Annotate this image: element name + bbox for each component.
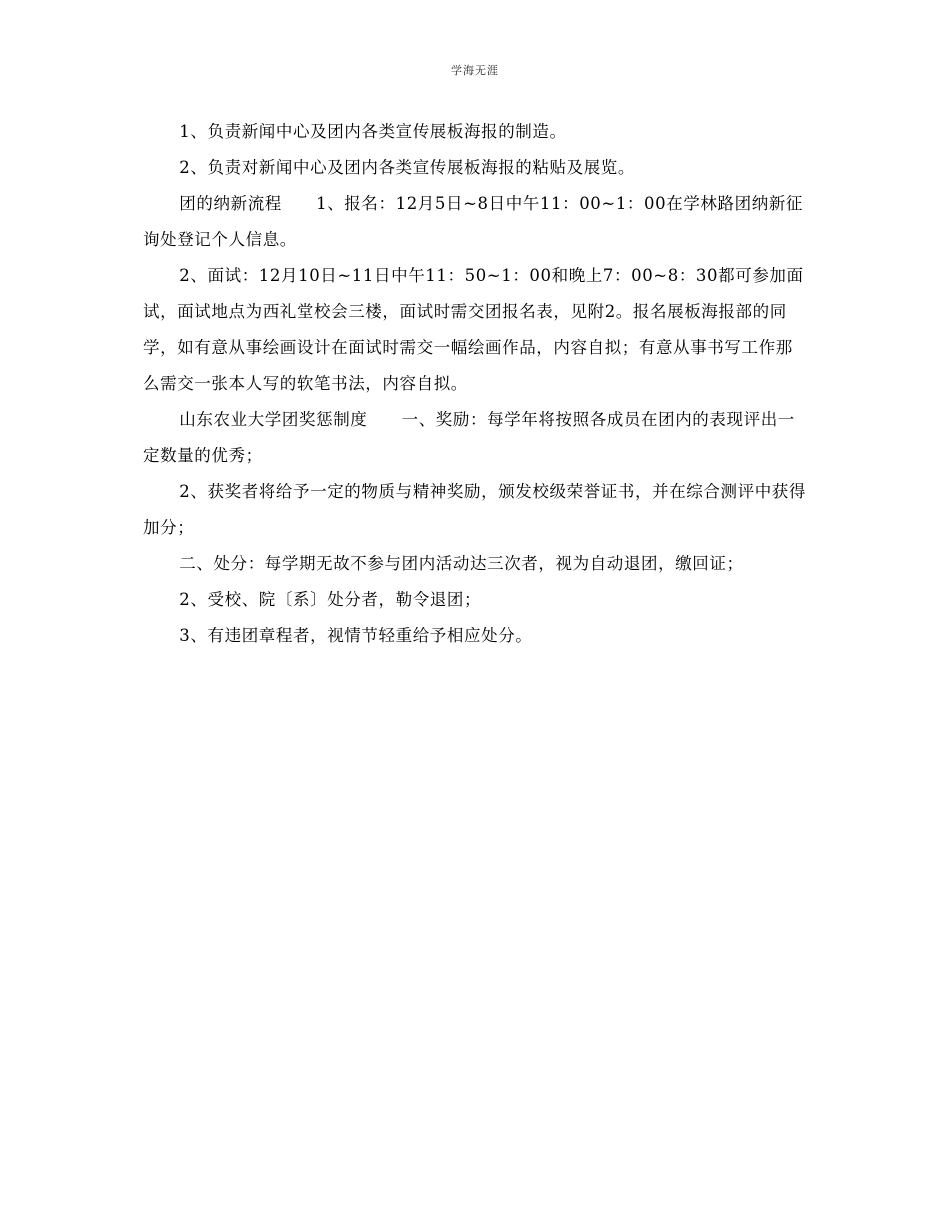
paragraph: 3、有违团章程者，视情节轻重给予相应处分。 — [179, 626, 533, 645]
paragraph: 2、获奖者将给予一定的物质与精神奖励，颁发校级荣誉证书，并在综合测评中获得加分； — [143, 482, 806, 537]
paragraph: 2、面试：12月10日~11日中午11：50~1：00和晚上7：00~8：30都可参加面试，面试地点为西礼堂校会三楼，面试时需交团报名表，见附2。报名展板海报部的同学，如有意从事绘画设计在面试时需交一幅绘画作品，内容自拟；有意从事书写工作那么需交一张本人写的软笔书法，内容自拟。 — [143, 266, 804, 393]
page-header: 学海无涯 — [451, 64, 499, 77]
document-body — [143, 114, 807, 654]
paragraph: 2、受校、院〔系〕处分者，勒令退团； — [179, 590, 482, 609]
paragraph: 2、负责对新闻中心及团内各类宣传展板海报的粘贴及展览。 — [179, 158, 635, 177]
paragraph: 山东农业大学团奖惩制度 一、奖励：每学年将按照各成员在团内的表现评出一定数量的优秀； — [143, 410, 795, 465]
paragraph: 二、处分：每学期无故不参与团内活动达三次者，视为自动退团，缴回证； — [179, 554, 744, 573]
paragraph: 团的纳新流程 1、报名：12月5日~8日中午11：00~1：00在学林路团纳新征询处登记个人信息。 — [143, 194, 804, 249]
paragraph: 1、负责新闻中心及团内各类宣传展板海报的制造。 — [179, 122, 567, 141]
